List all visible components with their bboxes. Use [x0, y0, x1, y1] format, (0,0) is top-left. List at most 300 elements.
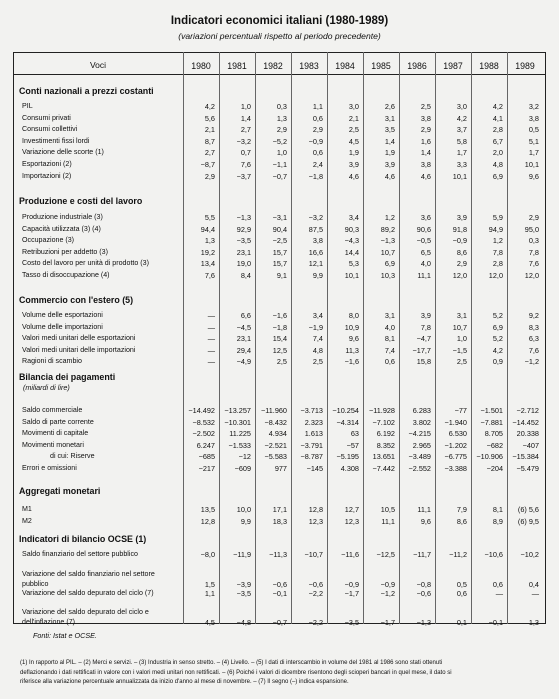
- table-cell: 3,8: [420, 160, 431, 169]
- header-year: 1988: [479, 61, 499, 71]
- table-cell: 2,1: [204, 125, 215, 135]
- table-cell: −204: [486, 464, 503, 473]
- table-cell: —: [207, 311, 215, 320]
- table-cell: −1,2: [380, 589, 395, 598]
- table-cell: 1,9: [348, 148, 359, 158]
- table-cell: −1,6: [272, 311, 287, 320]
- table-cell: 0,6: [384, 357, 395, 367]
- table-cell: −0,8: [416, 580, 431, 589]
- row-label: Valori medi unitari delle importazioni: [22, 345, 136, 354]
- table-cell: 7,8: [420, 322, 431, 332]
- table-cell: −1.202: [444, 440, 467, 450]
- table-cell: 5,3: [348, 259, 359, 269]
- table-cell: 0,3: [528, 236, 539, 246]
- header-voci: Voci: [89, 60, 107, 70]
- table-cell: 4,0: [384, 322, 395, 332]
- table-cell: −3,9: [236, 580, 251, 589]
- table-cell: 6.247: [196, 440, 215, 450]
- table-cell: (6) 5,6: [517, 505, 539, 514]
- table-cell: −1.533: [228, 440, 251, 450]
- table-cell: −11,9: [233, 550, 251, 559]
- row-label: Variazione del saldo finanziario nel settore: [22, 570, 155, 578]
- table-cell: 23,1: [236, 247, 251, 257]
- table-cell: 2.965: [412, 440, 431, 450]
- table-cell: 1,0: [276, 148, 287, 158]
- table-cell: −0,1: [272, 589, 287, 598]
- table-cell: 0,7: [240, 148, 251, 158]
- table-cell: 0,6: [312, 113, 323, 123]
- table-cell: 2,9: [276, 125, 287, 135]
- table-cell: −0,9: [452, 236, 467, 246]
- table-cell: 15,4: [272, 334, 287, 344]
- table-cell: −8.532: [192, 417, 215, 427]
- table-cell: −5.195: [336, 452, 359, 462]
- table-cell: 1,0: [240, 102, 251, 111]
- table-cell: 6.192: [376, 429, 395, 439]
- row-label: Movimenti di capitale: [22, 429, 89, 438]
- table-cell: 7,6: [204, 271, 215, 280]
- table-cell: 8,3: [528, 322, 539, 332]
- table-cell: 9,1: [276, 271, 287, 280]
- table-cell: 23,1: [236, 334, 251, 344]
- table-cell: 1,2: [384, 213, 395, 222]
- table-cell: −2.502: [192, 429, 215, 439]
- table-cell: −0,6: [416, 589, 431, 598]
- table-cell: 9,9: [240, 517, 251, 526]
- table-cell: 12,0: [488, 271, 503, 280]
- table-cell: 1,0: [456, 334, 467, 344]
- table-cell: 1,4: [420, 148, 431, 158]
- table-cell: −0,6: [308, 580, 323, 589]
- section-title: Produzione e costi del lavoro: [19, 196, 143, 206]
- section-title: Commercio con l'estero (5): [19, 295, 134, 305]
- table-cell: −0,7: [272, 171, 287, 181]
- table-cell: −11,7: [413, 550, 431, 559]
- table-cell: 3,9: [384, 160, 395, 169]
- row-label: M2: [22, 517, 32, 525]
- table-cell: 10,1: [524, 160, 539, 169]
- footnote-line: riferisce alla variazione percentuale annualizzata da inizio d'anno al mese di novembre. – (7) Il segno (–) indica espansione.: [20, 679, 349, 686]
- table-cell: 87,5: [308, 224, 323, 234]
- table-cell: 4,2: [492, 345, 503, 355]
- table-cell: −2.521: [264, 440, 287, 450]
- table-cell: −682: [486, 440, 503, 450]
- section-title: Conti nazionali a prezzi costanti: [19, 86, 154, 96]
- header-year: 1981: [227, 61, 247, 71]
- table-cell: 89,2: [380, 224, 395, 234]
- table-cell: −6.775: [444, 452, 467, 462]
- table-cell: −2.712: [516, 406, 539, 415]
- table-cell: 4,8: [492, 160, 503, 169]
- table-cell: −11,2: [449, 550, 467, 559]
- table-cell: 4,1: [492, 113, 503, 123]
- table-cell: 0,9: [492, 357, 503, 367]
- row-label: Capacità utilizzata (3) (4): [22, 224, 101, 233]
- table-cell: 7,8: [528, 247, 539, 257]
- footnote-line: deflazionando i dati rettificati in valore con i valori medi unitari non rettificati. – (6) Poiché i valori di dicembre risentono degli scioperi bancari in quel mese, il dato si: [20, 669, 452, 676]
- table-cell: −4.215: [408, 429, 431, 439]
- table-cell: 15,7: [272, 247, 287, 257]
- table-cell: −0,1: [488, 618, 503, 627]
- table-cell: 2,5: [456, 357, 467, 367]
- table-cell: −1,6: [344, 357, 359, 367]
- table-cell: 6,7: [492, 136, 503, 146]
- table-cell: 3,4: [312, 311, 323, 320]
- table-cell: 7,4: [312, 334, 323, 344]
- table-cell: 1,5: [204, 580, 215, 589]
- table-cell: 5,2: [492, 334, 503, 344]
- table-cell: −3.713: [300, 406, 323, 415]
- footnote-line: (1) In rapporto al PIL. – (2) Merci e servizi. – (3) Industria in senso stretto. – (4) Livello. – (5) I dati di interscambio in volume del 1981 al 1986 sono stati ottenuti: [20, 660, 443, 666]
- table-cell: 3,8: [312, 236, 323, 246]
- row-label-continued: pubblico: [22, 580, 49, 588]
- table-cell: 16,6: [308, 247, 323, 257]
- table-cell: 5,1: [528, 136, 539, 146]
- table-cell: 8,1: [384, 334, 395, 344]
- table-cell: −0,5: [416, 236, 431, 246]
- row-label: Produzione industriale (3): [22, 213, 103, 221]
- table-cell: 0,6: [456, 589, 467, 598]
- table-cell: 4,8: [312, 345, 323, 355]
- row-label: Variazione del saldo depurato del ciclo (7): [22, 589, 154, 597]
- table-cell: 5,9: [492, 213, 503, 222]
- table-cell: 2,5: [312, 357, 323, 367]
- table-cell: 12,8: [200, 517, 215, 526]
- table-cell: —: [207, 345, 215, 355]
- table-cell: —: [531, 589, 539, 598]
- table-cell: −1,8: [308, 171, 323, 181]
- table-cell: −145: [306, 464, 323, 473]
- table-cell: −3,5: [344, 618, 359, 627]
- table-cell: 63: [350, 429, 359, 439]
- table-cell: −1,3: [236, 213, 251, 222]
- table-cell: 11,1: [417, 505, 431, 514]
- table-cell: 2,9: [420, 125, 431, 135]
- table-cell: −11.928: [368, 406, 395, 415]
- table-cell: 4,2: [456, 113, 467, 123]
- table-cell: 3,9: [420, 311, 431, 320]
- table-cell: −5.479: [516, 464, 539, 473]
- table-cell: −57: [346, 440, 359, 450]
- table-cell: −0,7: [272, 618, 287, 627]
- table-cell: 0,5: [456, 580, 467, 589]
- table-cell: 6,6: [240, 311, 251, 320]
- row-label: Consumi collettivi: [22, 125, 78, 134]
- table-cell: 1,3: [204, 236, 215, 246]
- table-cell: 4,5: [348, 136, 359, 146]
- table-cell: −7.442: [372, 464, 395, 473]
- table-cell: 7,8: [492, 247, 503, 257]
- table-cell: 5,8: [456, 136, 467, 146]
- table-cell: −10,7: [304, 550, 323, 559]
- table-cell: 19,0: [236, 259, 251, 269]
- table-cell: 10,9: [344, 322, 359, 332]
- source-note: Fonti: Istat e OCSE.: [33, 631, 97, 640]
- table-cell: 1,3: [528, 618, 539, 627]
- table-cell: 12,3: [344, 517, 359, 526]
- table-cell: 1,9: [384, 148, 395, 158]
- row-label: Movimenti monetari: [22, 440, 84, 449]
- table-cell: 4,2: [204, 102, 215, 111]
- row-label: Importazioni (2): [22, 171, 72, 180]
- table-cell: 15,7: [272, 259, 287, 269]
- table-cell: −7.102: [372, 417, 395, 427]
- table-cell: −3,2: [236, 136, 251, 146]
- table-cell: —: [207, 322, 215, 332]
- row-label: Errori e omissioni: [22, 464, 77, 472]
- table-cell: 4,2: [492, 102, 503, 111]
- table-cell: 1,6: [420, 136, 431, 146]
- table-cell: 2,7: [240, 125, 251, 135]
- table-cell: 4,6: [384, 171, 395, 181]
- row-label: Retribuzioni per addetto (3): [22, 247, 108, 256]
- header-year: 1983: [299, 61, 319, 71]
- table-cell: 4,6: [420, 171, 431, 181]
- table-cell: 1,4: [240, 113, 251, 123]
- table-cell: 10,7: [380, 247, 395, 257]
- table-cell: 12,0: [452, 271, 467, 280]
- row-label: Volume delle importazioni: [22, 322, 103, 331]
- page-title: Indicatori economici italiani (1980-1989): [170, 15, 389, 27]
- table-cell: 7,4: [384, 345, 395, 355]
- table-cell: −1,3: [416, 618, 431, 627]
- table-cell: 3,3: [456, 160, 467, 169]
- table-cell: 3,7: [456, 125, 467, 135]
- table-cell: −1,7: [344, 589, 359, 598]
- table-cell: 12,7: [344, 505, 359, 514]
- table-cell: (6) 9,5: [517, 517, 539, 526]
- table-cell: −3,1: [272, 213, 287, 222]
- table-cell: 8,6: [456, 247, 467, 257]
- table-cell: 7,6: [528, 345, 539, 355]
- table-cell: 20.338: [516, 429, 539, 439]
- table-cell: 29,4: [236, 345, 251, 355]
- table-cell: 3,8: [420, 113, 431, 123]
- row-label: Tasso di disoccupazione (4): [22, 271, 110, 279]
- table-cell: 0,4: [528, 580, 539, 589]
- table-cell: 1,1: [312, 102, 323, 111]
- table-cell: 12,3: [308, 517, 323, 526]
- table-cell: −4.314: [336, 417, 359, 427]
- table-cell: 8,1: [492, 505, 503, 514]
- row-label: Costo del lavoro per unità di prodotto (3): [22, 259, 149, 268]
- table-cell: −12,5: [376, 550, 395, 559]
- table-cell: 1,7: [456, 148, 467, 158]
- table-cell: 7,9: [456, 505, 467, 514]
- table-cell: 8,6: [456, 517, 467, 526]
- table-cell: −1,9: [308, 322, 323, 332]
- table-cell: 3,2: [528, 102, 539, 111]
- table-cell: 6,3: [528, 334, 539, 344]
- table-cell: −7.881: [480, 417, 503, 427]
- row-label: Valori medi unitari delle esportazioni: [22, 334, 136, 343]
- table-cell: 13,4: [200, 259, 215, 269]
- table-cell: 94,4: [200, 224, 215, 234]
- table-cell: 9,6: [348, 334, 359, 344]
- header-year: 1985: [371, 61, 391, 71]
- table-cell: 1,3: [276, 113, 287, 123]
- table-cell: 4.934: [268, 429, 287, 439]
- table-cell: 2,9: [456, 259, 467, 269]
- table-cell: 90,6: [416, 224, 431, 234]
- table-cell: 6.283: [412, 406, 431, 415]
- table-cell: 3,0: [348, 102, 359, 111]
- table-cell: 10,3: [380, 271, 395, 280]
- table-cell: 2,1: [348, 113, 359, 123]
- table-cell: 12,1: [308, 259, 323, 269]
- table-cell: −685: [198, 452, 215, 462]
- table-cell: −1,8: [272, 322, 287, 332]
- table-cell: −5.583: [264, 452, 287, 462]
- page-subtitle: (variazioni percentuali rispetto al periodo precedente): [178, 31, 381, 41]
- table-cell: −14.492: [188, 406, 215, 415]
- row-label: PIL: [22, 102, 33, 110]
- table-cell: 1,1: [204, 589, 215, 598]
- table-cell: −8.787: [300, 452, 323, 462]
- table-cell: 3,6: [420, 213, 431, 222]
- table-cell: −3,5: [236, 589, 251, 598]
- row-label: Consumi privati: [22, 113, 71, 122]
- table-cell: 18,3: [272, 517, 287, 526]
- table-cell: −10.906: [476, 452, 503, 462]
- table-cell: 1,2: [492, 236, 503, 246]
- table-cell: −5,2: [272, 136, 287, 146]
- table-cell: −2,5: [272, 236, 287, 246]
- table-cell: 1,4: [384, 136, 395, 146]
- header-year: 1987: [443, 61, 463, 71]
- table-cell: 4.308: [340, 464, 359, 473]
- table-cell: −2,2: [308, 618, 323, 627]
- table-cell: 0,6: [492, 580, 503, 589]
- table-cell: 6.530: [448, 429, 467, 439]
- table-cell: 5,5: [204, 213, 215, 222]
- table-cell: −14.452: [512, 417, 539, 427]
- table-cell: −10,6: [484, 550, 503, 559]
- table-cell: 2.323: [304, 417, 323, 427]
- table-cell: 6,9: [492, 322, 503, 332]
- table-cell: 7,6: [528, 259, 539, 269]
- row-label: M1: [22, 505, 32, 513]
- table-cell: 0,5: [528, 125, 539, 135]
- table-cell: −15.384: [512, 452, 539, 462]
- table-cell: 2,7: [204, 148, 215, 158]
- row-label: Variazione del saldo depurato del ciclo e: [22, 608, 149, 616]
- table-cell: 9,6: [420, 517, 431, 526]
- table-cell: −1,2: [524, 357, 539, 367]
- table-cell: −4,8: [236, 618, 251, 627]
- header-year: 1980: [191, 61, 211, 71]
- table-cell: 6,9: [384, 259, 395, 269]
- table-cell: 2,5: [276, 357, 287, 367]
- table-cell: −77: [454, 406, 467, 415]
- table-cell: 2,5: [348, 125, 359, 135]
- table-cell: 2,5: [420, 102, 431, 111]
- table-cell: 2,9: [528, 213, 539, 222]
- table-cell: −8,0: [200, 550, 215, 559]
- table-cell: 4,5: [204, 618, 215, 627]
- table-cell: −10.301: [224, 417, 251, 427]
- table-cell: −0,9: [344, 580, 359, 589]
- table-cell: −11,3: [269, 550, 287, 559]
- table-cell: 8.705: [484, 429, 503, 439]
- row-label: Ragioni di scambio: [22, 357, 82, 366]
- table-cell: 11.225: [229, 429, 251, 439]
- table-cell: 10,7: [452, 322, 467, 332]
- table-cell: 17,1: [272, 505, 287, 514]
- table-cell: −3,7: [236, 171, 251, 181]
- table-cell: —: [207, 357, 215, 367]
- table-cell: −8.432: [264, 417, 287, 427]
- table-cell: 12,5: [272, 345, 287, 355]
- table-cell: −3,5: [236, 236, 251, 246]
- table-cell: 3,0: [456, 102, 467, 111]
- row-label: Investimenti fissi lordi: [22, 136, 90, 145]
- row-label-continued: dell'inflazione (7): [22, 618, 76, 626]
- table-cell: —: [207, 334, 215, 344]
- table-cell: −3.388: [444, 464, 467, 473]
- table-cell: −1.940: [444, 417, 467, 427]
- table-cell: 4,6: [348, 171, 359, 181]
- table-cell: 2,6: [384, 102, 395, 111]
- table-cell: 90,3: [344, 224, 359, 234]
- table-cell: 11,1: [417, 271, 431, 280]
- table-cell: −4,5: [236, 322, 251, 332]
- table-cell: −217: [198, 464, 215, 473]
- table-cell: −2,2: [308, 589, 323, 598]
- section-title: Bilancia dei pagamenti: [19, 372, 116, 382]
- table-cell: −609: [234, 464, 251, 473]
- table-cell: 9,9: [312, 271, 323, 280]
- table-cell: 2,9: [204, 171, 215, 181]
- table-cell: 90,4: [272, 224, 287, 234]
- section-title: Aggregati monetari: [19, 486, 101, 496]
- row-label: Saldo finanziario del settore pubblico: [22, 550, 138, 558]
- table-cell: −0,9: [308, 136, 323, 146]
- header-year: 1986: [407, 61, 427, 71]
- table-cell: 0,3: [276, 102, 287, 111]
- table-cell: 2,8: [492, 125, 503, 135]
- table-cell: −0,6: [272, 580, 287, 589]
- section-subtitle: (miliardi di lire): [23, 383, 70, 392]
- header-year: 1982: [263, 61, 283, 71]
- table-cell: 3.802: [412, 417, 431, 427]
- table-cell: 977: [274, 464, 287, 473]
- table-cell: −13.257: [224, 406, 251, 415]
- table-cell: 2,0: [492, 148, 503, 158]
- row-label: Volume delle esportazioni: [22, 311, 103, 319]
- table-cell: 11,3: [345, 345, 359, 355]
- table-cell: 3,1: [384, 311, 395, 320]
- table-cell: 92,9: [236, 224, 251, 234]
- table-cell: 5,2: [492, 311, 503, 320]
- table-cell: 0,6: [312, 148, 323, 158]
- table-cell: —: [495, 589, 503, 598]
- table-cell: 8,0: [348, 311, 359, 320]
- table-cell: 10,0: [236, 505, 251, 514]
- table-cell: 12,0: [524, 271, 539, 280]
- table-cell: −11.960: [260, 406, 287, 415]
- table-cell: −1,1: [272, 160, 287, 169]
- table-cell: 91,8: [452, 224, 467, 234]
- table-cell: 8,9: [492, 517, 503, 526]
- table-cell: 8.352: [376, 440, 395, 450]
- footnotes: [20, 659, 540, 688]
- table-cell: 8,4: [240, 271, 251, 280]
- table-cell: 6,5: [420, 247, 431, 257]
- row-label: Occupazione (3): [22, 236, 75, 245]
- table-cell: −1,7: [380, 618, 395, 627]
- table-cell: 14,4: [344, 247, 359, 257]
